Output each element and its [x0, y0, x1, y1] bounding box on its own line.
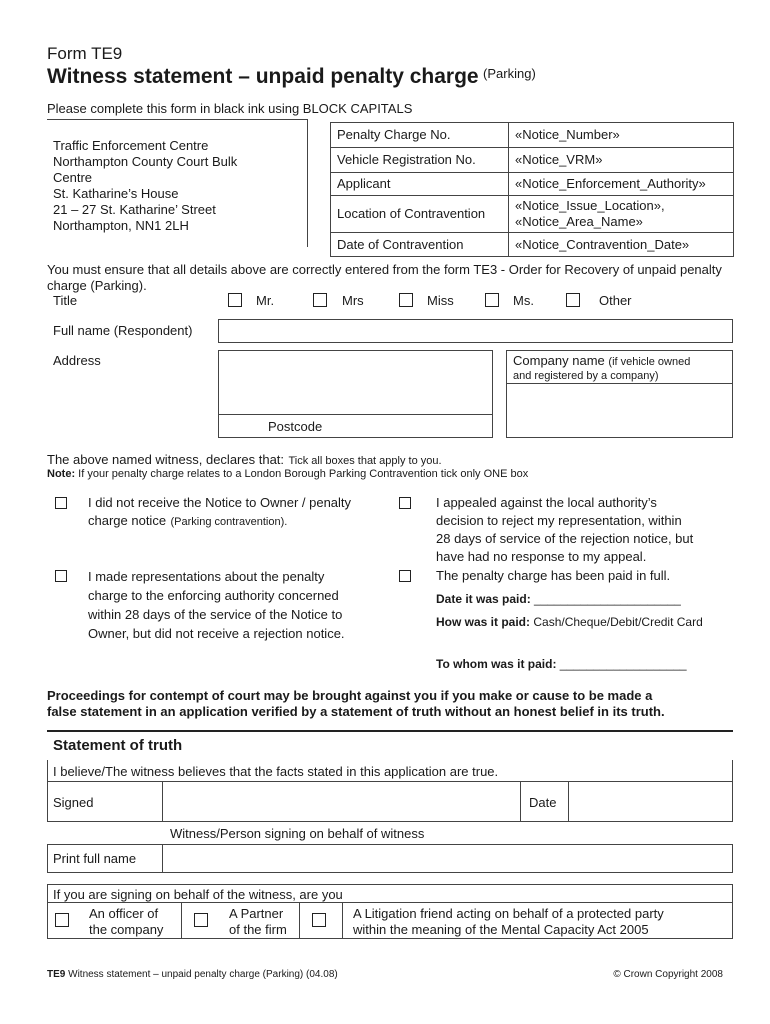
option-text: charge notice [88, 513, 167, 528]
footer-copyright: © Crown Copyright 2008 [613, 969, 723, 980]
title-option-label: Miss [427, 293, 454, 308]
address-line: 21 – 27 St. Katharine’ Street [53, 202, 216, 217]
checkbox-made-representations[interactable] [55, 570, 67, 582]
postcode-label: Postcode [268, 419, 323, 434]
behalf-col-divider [299, 902, 300, 939]
behalf-option-text: of the firm [229, 922, 287, 937]
table-label: Date of Contravention [331, 233, 509, 257]
behalf-option-officer [89, 906, 163, 938]
option-text: within 28 days of the service of the Notice to [88, 607, 343, 622]
table-value[interactable]: «Notice_Number» [509, 123, 734, 148]
checkbox-mrs[interactable] [313, 293, 327, 307]
checkbox-litigation-friend[interactable] [312, 913, 326, 927]
behalf-option-partner [229, 906, 287, 938]
how-paid-row [436, 615, 703, 630]
behalf-question: If you are signing on behalf of the witness, are you [53, 887, 343, 902]
option-text: 28 days of service of the rejection notice, but [436, 531, 694, 546]
company-label: Company name [513, 353, 605, 368]
date-label: Date [529, 795, 557, 810]
table-value[interactable]: «Notice_Contravention_Date» [509, 233, 734, 257]
print-name-field[interactable] [163, 845, 732, 872]
page-title-main: Witness statement – unpaid penalty charge [47, 65, 479, 88]
statement-top-rule [47, 730, 733, 732]
option-text-line2 [88, 512, 388, 530]
table-label: Location of Contravention [331, 196, 509, 233]
how-paid-label: How was it paid: [436, 615, 531, 629]
option-text: have had no response to my appeal. [436, 549, 647, 564]
company-label-block [513, 353, 731, 383]
behalf-col-divider [342, 902, 343, 939]
option-text: The penalty charge has been paid in full. [436, 568, 671, 583]
behalf-option-text: the company [89, 922, 164, 937]
title-option-label: Mrs [342, 293, 364, 308]
notice-details-table [330, 122, 734, 257]
contempt-warning [47, 688, 747, 720]
whom-paid-label: To whom was it paid: [436, 657, 557, 671]
note-label: Note: [47, 468, 76, 480]
behalf-col-divider [181, 902, 182, 939]
table-value[interactable]: «Notice_Enforcement_Authority» [509, 173, 734, 196]
footer-form-ref [47, 968, 338, 981]
checkbox-officer[interactable] [55, 913, 69, 927]
table-value[interactable]: «Notice_VRM» [509, 148, 734, 173]
table-row [331, 196, 734, 233]
warning-line: Proceedings for contempt of court may be brought against you if you make or cause to be made a [47, 688, 653, 703]
date-paid-field[interactable]: ______________________ [534, 592, 681, 606]
page-title-suffix: (Parking) [483, 66, 536, 81]
table-label: Penalty Charge No. [331, 123, 509, 148]
option-small: (Parking contravention). [170, 516, 288, 528]
table-row [331, 173, 734, 196]
option-text: I did not receive the Notice to Owner / penalty [88, 495, 352, 510]
option-text: I appealed against the local authority’s [436, 495, 657, 510]
table-row [331, 123, 734, 148]
footer-text: Witness statement – unpaid penalty charge (Parking) (04.08) [68, 969, 338, 980]
belief-text: I believe/The witness believes that the facts stated in this application are true. [53, 764, 499, 779]
address-line: St. Katharine’s House [53, 186, 179, 201]
signed-label: Signed [53, 795, 94, 810]
form-number: Form TE9 [47, 44, 123, 63]
instruction-text: Please complete this form in black ink using BLOCK CAPITALS [47, 101, 413, 116]
court-address-text [53, 138, 237, 234]
checkbox-other[interactable] [566, 293, 580, 307]
date-field[interactable] [569, 782, 732, 821]
checkbox-mr[interactable] [228, 293, 242, 307]
option-text: charge to the enforcing authority concerned [88, 588, 339, 603]
address-line: Traffic Enforcement Centre [53, 138, 209, 153]
option-appealed [436, 494, 736, 566]
checkbox-paid-in-full[interactable] [399, 570, 411, 582]
signature-field[interactable] [163, 782, 520, 821]
table-row [331, 148, 734, 173]
option-not-received [88, 494, 388, 530]
behalf-option-litigation [353, 906, 664, 938]
title-option-label: Mr. [256, 293, 275, 308]
checkbox-partner[interactable] [194, 913, 208, 927]
address-line: Northampton County Court Bulk [53, 154, 238, 169]
note-text: If your penalty charge relates to a London Borough Parking Contravention tick only ONE box [78, 468, 529, 480]
print-name-label: Print full name [53, 851, 137, 866]
option-text: I made representations about the penalty [88, 569, 325, 584]
checkbox-not-received[interactable] [55, 497, 67, 509]
declaration-intro-small: Tick all boxes that apply to you. [288, 455, 442, 467]
title-label: Title [53, 293, 78, 308]
title-option-label: Ms. [513, 293, 534, 308]
table-row [331, 233, 734, 257]
statement-heading: Statement of truth [53, 737, 183, 754]
address-line: Northampton, NN1 2LH [53, 218, 189, 233]
checkbox-appealed[interactable] [399, 497, 411, 509]
declaration-intro-text: The above named witness, declares that: [47, 452, 285, 467]
checkbox-ms[interactable] [485, 293, 499, 307]
ensure-text: You must ensure that all details above are correctly entered from the form TE3 - Order for Recovery of unpaid penalty charge (Parking). [47, 262, 722, 293]
postcode-divider [218, 414, 493, 415]
option-made-representations [88, 567, 388, 643]
company-divider [506, 383, 733, 384]
court-address-box [47, 119, 308, 247]
witness-caption: Witness/Person signing on behalf of witness [170, 826, 425, 841]
date-paid-label: Date it was paid: [436, 592, 531, 606]
behalf-option-text: within the meaning of the Mental Capacity Act 2005 [353, 922, 649, 937]
warning-line: false statement in an application verified by a statement of truth without an honest belief in its truth. [47, 704, 665, 719]
fullname-field[interactable] [218, 319, 733, 343]
whom-paid-row [436, 657, 687, 672]
company-note-2: and registered by a company) [513, 370, 659, 382]
address-label: Address [53, 353, 101, 368]
behalf-option-text: A Litigation friend acting on behalf of a protected party [353, 906, 664, 921]
behalf-option-text: A Partner [229, 906, 284, 921]
company-label-line [513, 353, 731, 369]
date-paid-row [436, 592, 681, 607]
footer-code: TE9 [47, 969, 66, 980]
table-value[interactable]: «Notice_Issue_Location», «Notice_Area_Name» [509, 196, 734, 233]
table-label: Applicant [331, 173, 509, 196]
date-divider-left [520, 781, 521, 822]
checkbox-miss[interactable] [399, 293, 413, 307]
option-text: Owner, but did not receive a rejection notice. [88, 626, 345, 641]
behalf-option-text: An officer of [89, 906, 159, 921]
whom-paid-field[interactable]: ___________________ [559, 657, 687, 671]
company-note: (if vehicle owned [608, 356, 691, 368]
option-text: decision to reject my representation, within [436, 513, 682, 528]
table-label: Vehicle Registration No. [331, 148, 509, 173]
how-paid-value[interactable]: Cash/Cheque/Debit/Credit Card [533, 615, 703, 629]
page-title [47, 64, 536, 90]
declaration-note [47, 467, 528, 481]
fullname-label: Full name (Respondent) [53, 323, 193, 338]
address-field[interactable] [218, 350, 493, 438]
address-line: Centre [53, 170, 93, 185]
title-option-label: Other [599, 293, 632, 308]
